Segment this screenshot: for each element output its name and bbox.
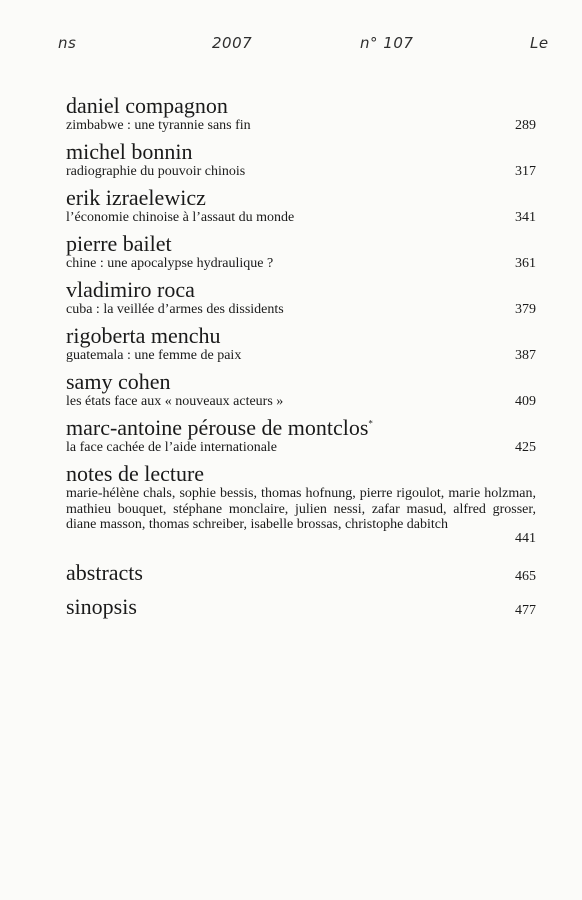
sinopsis-entry bbox=[66, 595, 536, 619]
toc-entry bbox=[66, 324, 536, 364]
article-title: zimbabwe : une tyrannie sans fin bbox=[66, 118, 251, 133]
notes-de-lecture-section bbox=[66, 462, 536, 547]
handwritten-year: 2007 bbox=[212, 34, 253, 52]
page-number: 289 bbox=[515, 118, 536, 133]
toc-entry bbox=[66, 370, 536, 410]
toc-entry bbox=[66, 278, 536, 318]
page-number: 379 bbox=[515, 302, 536, 317]
page-number: 425 bbox=[515, 440, 536, 455]
footnote-mark: * bbox=[368, 418, 373, 429]
abstracts-entry bbox=[66, 561, 536, 585]
handwritten-issue: n° 107 bbox=[360, 34, 414, 52]
toc-entry bbox=[66, 186, 536, 226]
author-name: samy cohen bbox=[66, 369, 171, 394]
section-heading: abstracts bbox=[66, 559, 143, 585]
reviewer-list: marie-hélène chals, sophie bessis, thomas hofnung, pierre rigoulot, marie holzman, mathieu bouquet, stéphane monclaire, julien nessi, zafar masud, alfred grosser, diane masson, thomas schreiber, isabelle brossas, christophe dabitch bbox=[66, 486, 536, 532]
toc-entry bbox=[66, 232, 536, 272]
article-title: radiographie du pouvoir chinois bbox=[66, 164, 246, 179]
page-number: 317 bbox=[515, 164, 536, 179]
author-name: pierre bailet bbox=[66, 231, 172, 256]
page-number: 477 bbox=[515, 602, 536, 618]
page-number: 361 bbox=[515, 256, 536, 271]
article-title: guatemala : une femme de paix bbox=[66, 348, 242, 363]
article-title: chine : une apocalypse hydraulique ? bbox=[66, 256, 274, 271]
author-name: erik izraelewicz bbox=[66, 185, 206, 210]
author-name: vladimiro roca bbox=[66, 277, 195, 302]
page-number: 465 bbox=[515, 568, 536, 584]
page-number: 441 bbox=[515, 530, 536, 546]
author-name bbox=[66, 416, 536, 440]
section-heading: sinopsis bbox=[66, 593, 137, 619]
author-name: michel bonnin bbox=[66, 139, 193, 164]
section-heading: notes de lecture bbox=[66, 461, 205, 486]
table-of-contents bbox=[66, 94, 536, 619]
article-title: l’économie chinoise à l’assaut du monde bbox=[66, 210, 295, 225]
toc-entry bbox=[66, 94, 536, 134]
toc-entry bbox=[66, 416, 536, 456]
author-name: rigoberta menchu bbox=[66, 323, 221, 348]
author-name: daniel compagnon bbox=[66, 93, 228, 118]
page-number: 387 bbox=[515, 348, 536, 363]
handwritten-note: ns bbox=[58, 34, 77, 52]
toc-entry bbox=[66, 140, 536, 180]
article-title: les états face aux « nouveaux acteurs » bbox=[66, 394, 284, 409]
article-title: cuba : la veillée d’armes des dissidents bbox=[66, 302, 284, 317]
author-name-text: marc-antoine pérouse de montclos bbox=[66, 415, 369, 440]
page-number: 341 bbox=[515, 210, 536, 225]
article-title: la face cachée de l’aide internationale bbox=[66, 440, 278, 455]
page-number: 409 bbox=[515, 394, 536, 409]
handwritten-mark: Le bbox=[530, 34, 549, 52]
